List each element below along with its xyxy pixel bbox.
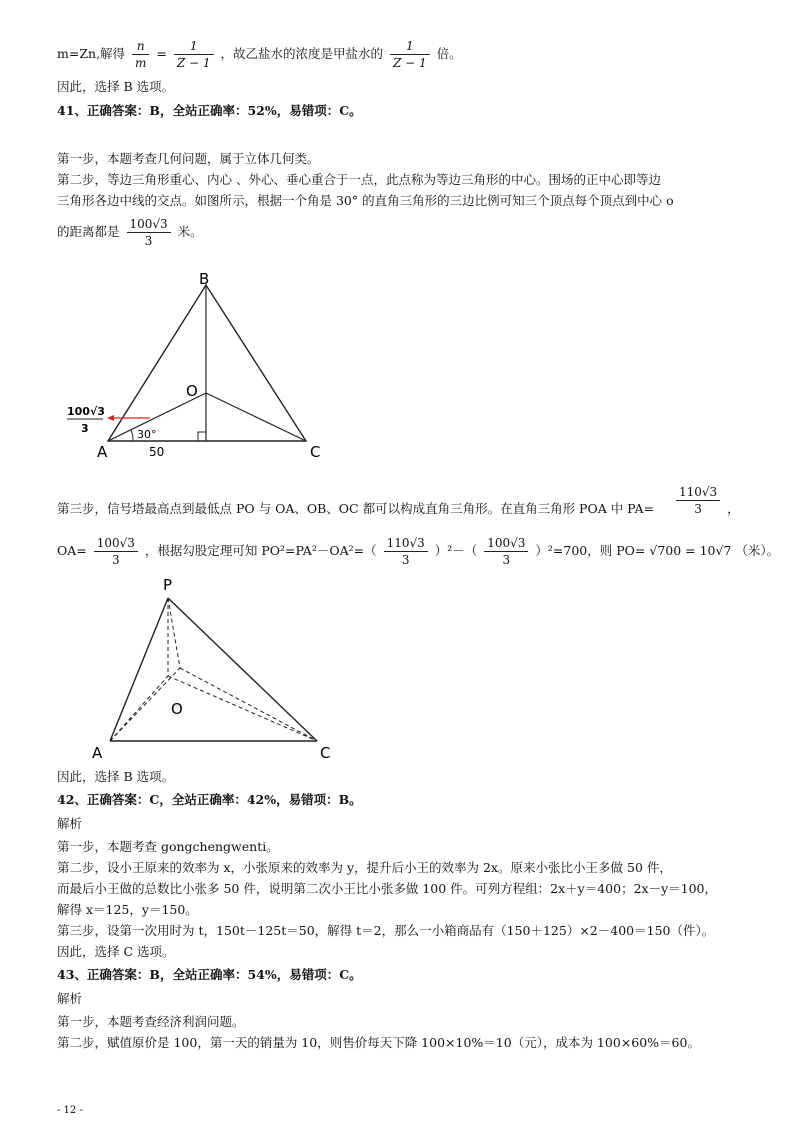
pyramid-figure-2 [80,568,350,768]
frac-den: Z − 1 [390,54,430,71]
frac-den: 3 [384,551,428,568]
q42-step2b: 而最后小王做的总数比小张多 50 件，说明第二次小王比小张多做 100 件。可列方程组：2x＋y＝400；2x－y＝100， [57,881,718,896]
angle-arc [131,430,133,441]
label-c: C [320,744,331,762]
right-angle-mark [198,432,206,441]
q42-step1: 第一步，本题考查 gongchengwenti。 [57,839,279,854]
label-c: C [310,443,321,461]
frac-num: 100√3 [129,217,168,231]
fraction-1-over-z-1 [174,38,214,71]
label-p: P [163,576,173,594]
q43-step1: 第一步，本题考查经济利润问题。 [57,1014,245,1029]
fraction-100sqrt3-over-3 [127,216,171,249]
frac-den: 3 [676,500,720,517]
segment-oc-dashed [168,676,317,741]
q43-jiexi: 解析 [57,991,83,1006]
frac-den: 3 [94,551,138,568]
step2c-pre: 的距离都是 [57,224,120,239]
q43-header: 43、正确答案：B，全站正确率：54%，易错项：C。 [57,967,362,982]
frac-num: 100√3 [487,536,526,550]
frac-num: 1 [189,39,198,53]
red-arrow-head [107,415,114,421]
line1-pre: m=Zn,解得 [57,46,126,61]
label-o: O [186,382,198,400]
frac-den: 3 [127,232,171,249]
step3a-post: ， [727,501,740,516]
label-angle-30: 30° [137,428,157,441]
step3b-mid3: ）²=700，则 PO= [535,543,646,558]
label-100sqrt3: 100√3 [67,405,105,418]
step3a-pre: 第三步，信号塔最高点到最低点 PO 与 OA、OB、OC 都可以构成直角三角形。在直角三角形 POA 中 PA= [57,501,654,516]
step3b-pre: OA= [57,543,87,558]
line1-post: 倍。 [436,46,462,61]
label-b: B [199,270,210,288]
q41-step1: 第一步，本题考查几何问题，属于立体几何类。 [57,151,320,166]
q41-header: 41、正确答案：B，全站正确率：52%，易错项：C。 [57,103,362,118]
step2c-post: 米。 [177,224,203,239]
edge-pc [168,598,317,741]
sqrt-expression: √700 = 10√7 [649,543,732,558]
label-a: A [97,443,108,461]
q42-end: 因此，选择 C 选项。 [57,944,175,959]
q42-step3: 第三步，设第一次用时为 t，150t－125t＝50，解得 t＝2，那么一小箱商品有（150＋125）×2－400＝150（件）。 [57,923,715,938]
fraction-110sqrt3-over-3 [676,484,720,517]
line1-mid: ，故乙盐水的浓度是甲盐水的 [220,46,384,61]
fraction-oa-2 [484,535,528,568]
q42-step2c: 解得 x＝125，y＝150。 [57,902,198,917]
edge-pa [110,598,168,741]
label-3: 3 [81,422,89,435]
fraction-n-over-m [132,38,149,71]
segment-bc-dashed [180,668,317,741]
step3b-mid2: ）²－（ [434,543,478,558]
frac-den: Z − 1 [174,54,214,71]
line-2: 因此，选择 B 选项。 [57,79,175,94]
fraction-oa [94,535,138,568]
frac-num: 110√3 [386,536,425,550]
q42-jiexi: 解析 [57,816,83,831]
q42-header: 42、正确答案：C，全站正确率：42%，易错项：B。 [57,792,362,807]
page-number: - 12 - [57,1105,83,1116]
q41-step3b [57,535,779,568]
label-o: O [171,700,183,718]
frac-num: n [136,39,145,53]
q41-step3a [57,485,747,526]
label-50: 50 [149,445,165,459]
frac-num: 1 [406,39,414,53]
fraction-pa [384,535,428,568]
step3b-mid1: ，根据勾股定理可知 PO²=PA²－OA²=（ [144,543,377,558]
frac-den: 3 [484,551,528,568]
q43-step2: 第二步，赋值原价是 100，第一天的销量为 10，则售价每天下降 100×10%＝10（元），成本为 100×60%＝60。 [57,1035,700,1050]
q42-step2a: 第二步，设小王原来的效率为 x，小张原来的效率为 y，提升后小王的效率为 2x。原来小张比小王多做 50 件， [57,860,672,875]
segment-ab-dashed [110,668,180,741]
fraction-1-over-z-1-b [390,38,430,71]
frac-num: 100√3 [96,536,135,550]
triangle-figure-1 [55,268,345,463]
q41-step2c [57,216,203,249]
step3b-post: （米）。 [735,543,780,558]
line-1 [57,38,462,71]
q41-step2b: 三角形各边中线的交点。如图所示，根据一个角是 30° 的直角三角形的三边比例可知三个顶点每个顶点到中心 o [57,193,674,208]
label-a: A [92,744,103,762]
segment-ao-dashed [110,676,168,741]
equals-sign: = [156,46,167,61]
q41-step2a: 第二步，等边三角形重心、内心 、外心、垂心重合于一点，此点称为等边三角形的中心。围场的正中心即等边 [57,172,661,187]
frac-den: m [132,54,149,71]
q41-end: 因此，选择 B 选项。 [57,769,175,784]
frac-num: 110√3 [678,485,718,499]
